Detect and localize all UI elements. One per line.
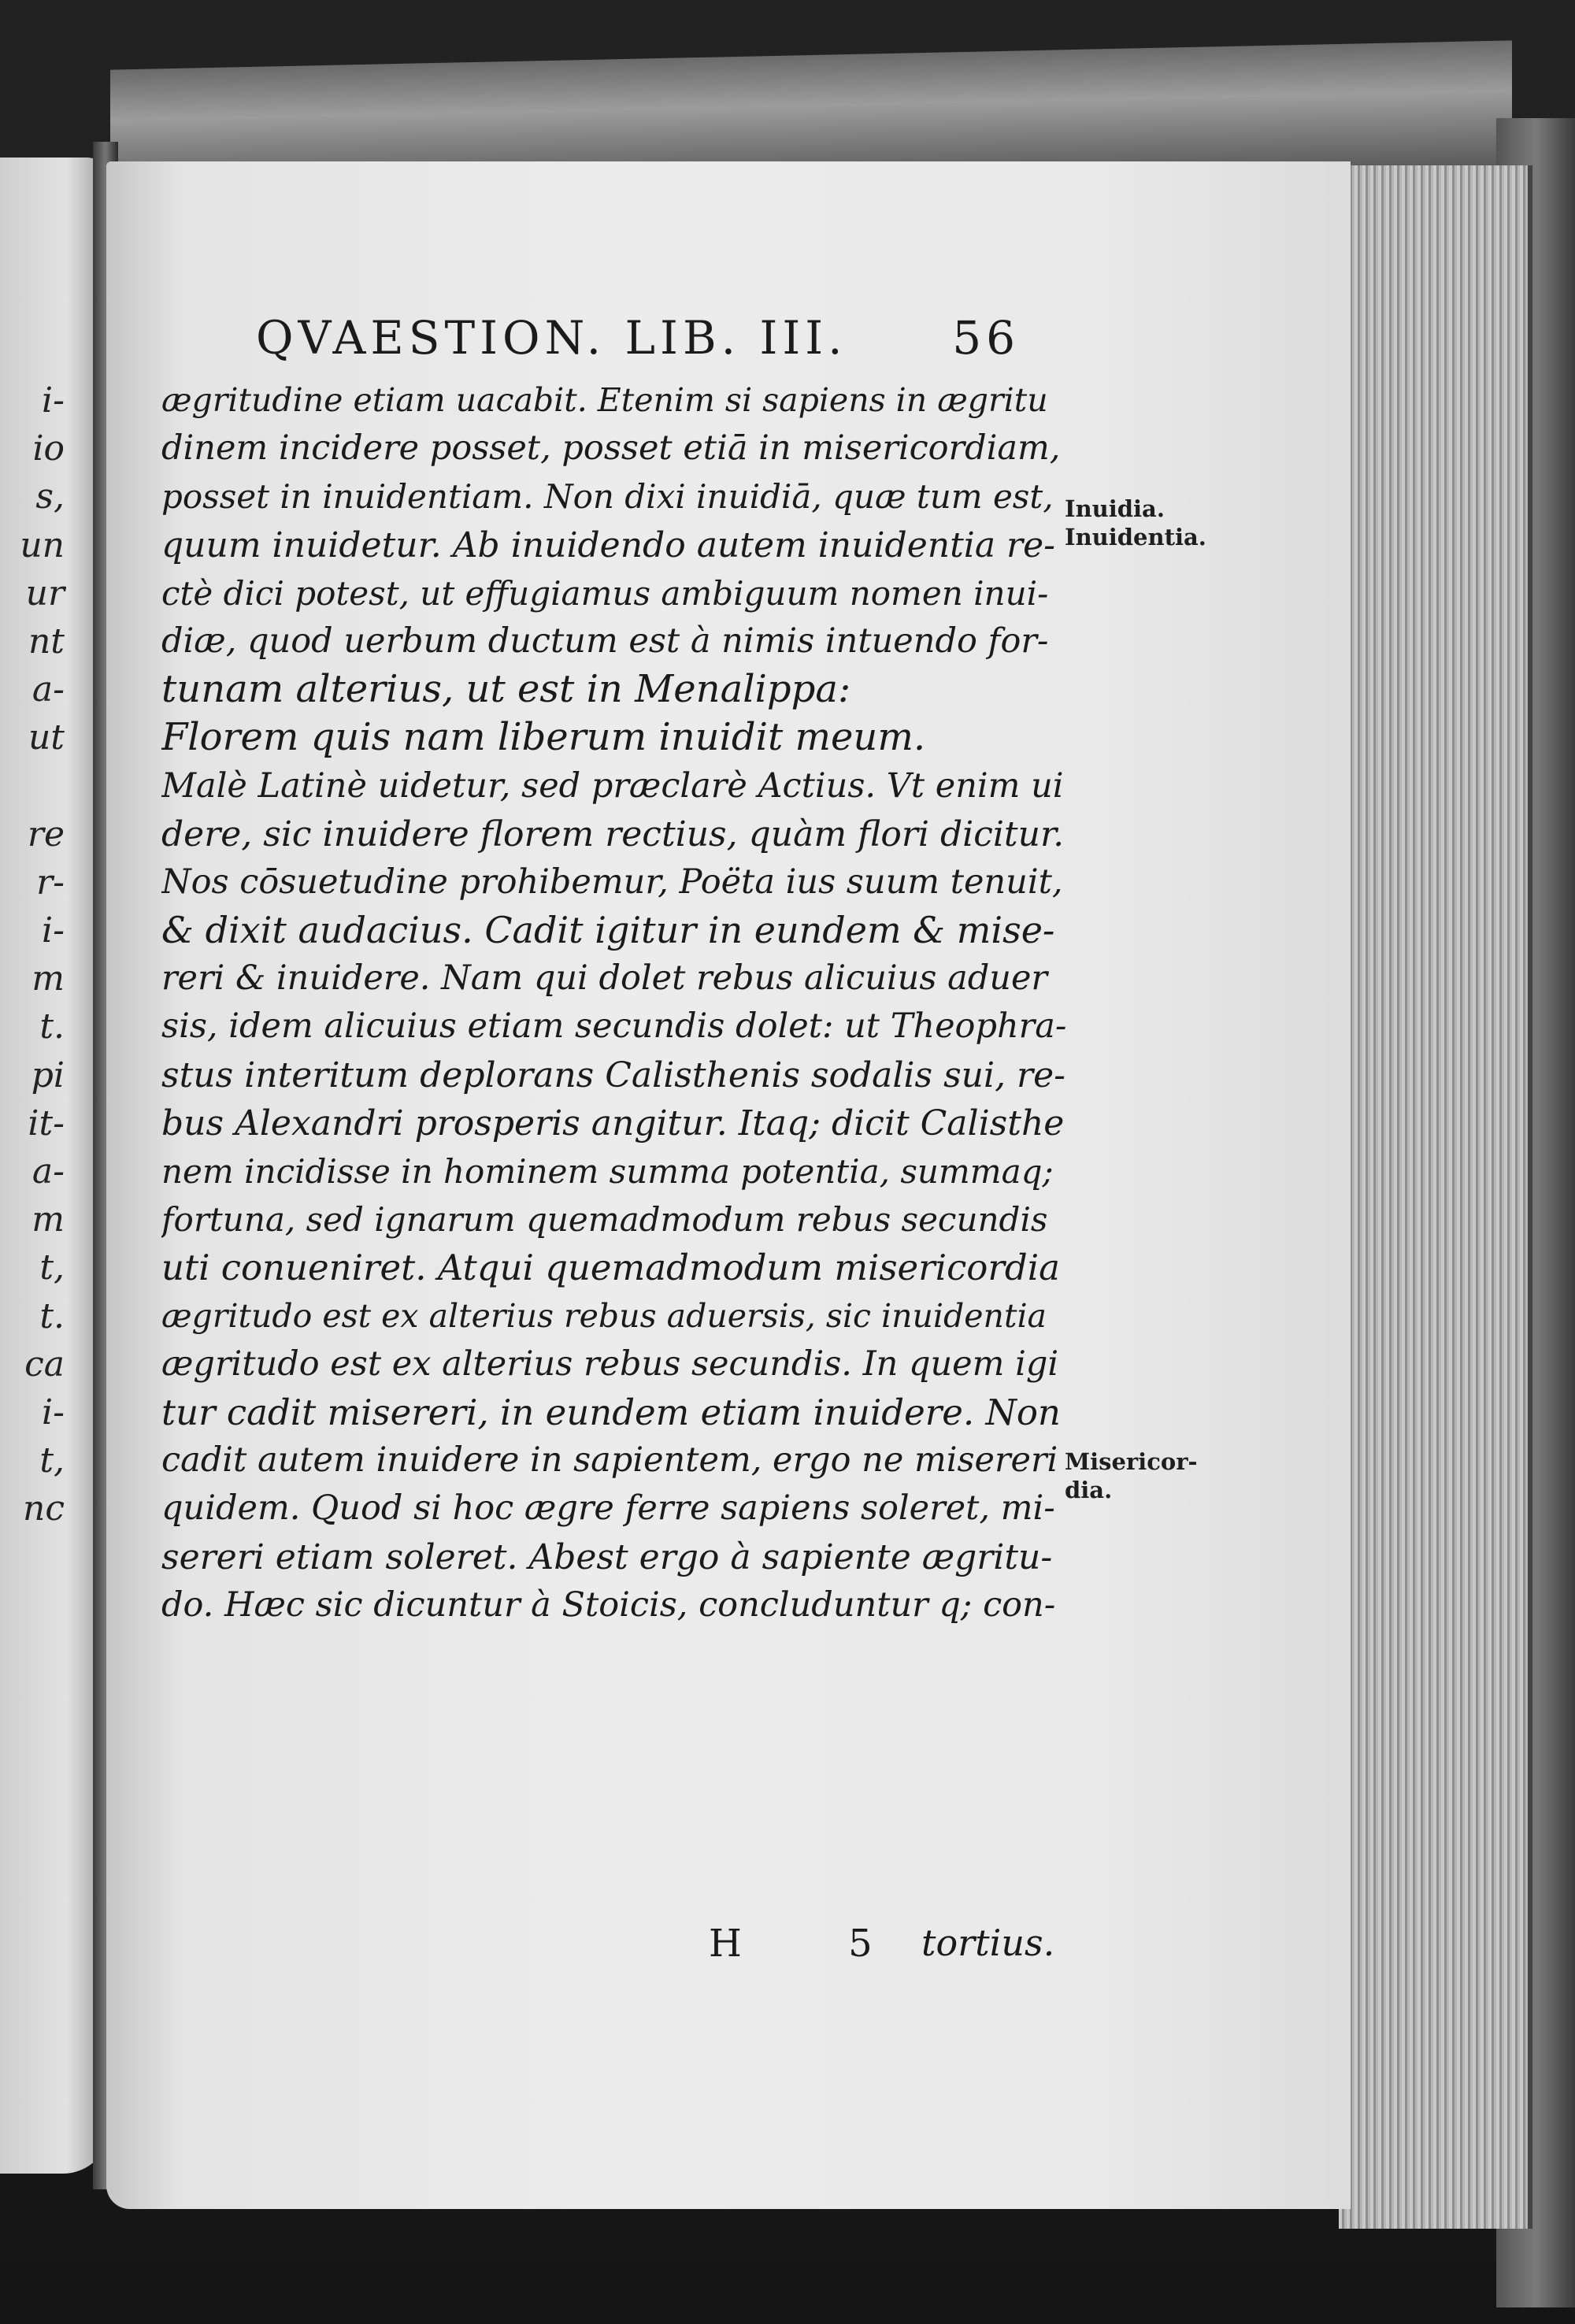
fragment: ur — [25, 573, 65, 613]
fragment: a- — [32, 1151, 65, 1192]
marginal-note-line: dia. — [1065, 1477, 1113, 1503]
fragment: ca — [24, 1344, 65, 1384]
marginal-note-line: Inuidentia. — [1065, 524, 1206, 550]
text-line: quidem. Quod si hoc ægre ferre sapiens soleret, mi- — [161, 1488, 1055, 1529]
fragment: t. — [39, 1006, 65, 1047]
fragment: io — [32, 428, 65, 469]
marginal-note-inuidia — [1065, 495, 1206, 551]
running-header — [256, 311, 1028, 366]
text-line: sis, idem alicuius etiam secundis dolet: ut Theophra- — [161, 1006, 1067, 1047]
marginal-note-misericordia — [1065, 1447, 1198, 1504]
text-line: sereri etiam soleret. Abest ergo à sapiente ægritu- — [161, 1536, 1053, 1577]
text-line: ægritudine etiam uacabit. Etenim si sapiens in ægritu — [161, 381, 1048, 419]
marginal-note-line: Inuidia. — [1065, 495, 1165, 522]
text-line: ægritudo est ex alterius rebus secundis. In quem igi — [161, 1344, 1059, 1384]
body-text — [161, 376, 1067, 1629]
fragment: r- — [36, 862, 65, 903]
fragment: i- — [42, 380, 65, 421]
text-line: bus Alexandri prosperis angitur. Itaq; dicit Calisthe — [161, 1103, 1065, 1143]
fragment: nc — [23, 1488, 65, 1529]
fragment: ut — [28, 717, 65, 758]
fragment: t. — [39, 1295, 65, 1336]
text-line: Florem quis nam liberum inuidit meum. — [161, 715, 926, 760]
fragment: i- — [42, 910, 65, 951]
fragment: re — [27, 814, 65, 854]
text-line: ctè dici potest, ut effugiamus ambiguum nomen inui- — [161, 573, 1049, 613]
signature-mark: H 5 — [709, 1922, 920, 1966]
text-line: & dixit audacius. Cadit igitur in eundem & mise- — [161, 909, 1055, 952]
text-line: dere, sic inuidere florem rectius, quàm flori dicitur. — [161, 814, 1065, 854]
facing-page-text-fragments — [2, 376, 65, 1533]
text-line: quum inuidetur. Ab inuidendo autem inuidentia re- — [161, 524, 1055, 565]
fragment — [2, 762, 65, 810]
text-line: tunam alterius, ut est in Menalippa: — [161, 667, 851, 712]
fragment: pi — [31, 1055, 65, 1095]
fragment: t, — [39, 1247, 65, 1288]
fragment: it- — [28, 1103, 65, 1143]
running-title: QVAESTION. LIB. III. — [256, 311, 847, 365]
page-number: 56 — [952, 311, 1020, 365]
fragment: s, — [35, 476, 65, 517]
text-line: reri & inuidere. Nam qui dolet rebus alicuius aduer — [161, 958, 1047, 999]
text-line: fortuna, sed ignarum quemadmodum rebus secundis — [161, 1200, 1048, 1240]
text-line: posset in inuidentiam. Non dixi inuidiā, quæ tum est, — [161, 477, 1054, 517]
text-line: ægritudo est ex alterius rebus aduersis, sic inuidentia — [161, 1296, 1047, 1335]
text-line: tur cadit misereri, in eundem etiam inuidere. Non — [161, 1391, 1061, 1433]
fragment: un — [20, 524, 65, 565]
catchword: tortius. — [921, 1922, 1055, 1964]
text-line: stus interitum deplorans Calisthenis sodalis sui, re- — [161, 1055, 1065, 1095]
marginal-note-line: Misericor- — [1065, 1448, 1198, 1475]
fragment: m — [32, 958, 65, 999]
text-line: Nos cōsuetudine prohibemur, Poëta ius suum tenuit, — [161, 862, 1063, 902]
text-line: diæ, quod uerbum ductum est à nimis intuendo for- — [161, 621, 1049, 661]
text-line: do. Hæc sic dicuntur à Stoicis, concluduntur q; con- — [161, 1585, 1056, 1625]
fragment: a- — [32, 669, 65, 710]
text-line: nem incidisse in hominem summa potentia, summaq; — [161, 1152, 1054, 1191]
fragment: t, — [39, 1440, 65, 1481]
text-line: cadit autem inuidere in sapientem, ergo ne misereri — [161, 1440, 1058, 1481]
page-fore-edge — [1339, 165, 1532, 2229]
fragment: m — [32, 1199, 65, 1240]
text-line: dinem incidere posset, posset etiā in misericordiam, — [161, 428, 1061, 469]
fragment: i- — [42, 1392, 65, 1433]
fragment: nt — [28, 621, 65, 662]
text-line: uti conueniret. Atqui quemadmodum misericordia — [161, 1247, 1060, 1289]
text-line: Malè Latinè uidetur, sed præclarè Actius. Vt enim ui — [161, 765, 1064, 806]
